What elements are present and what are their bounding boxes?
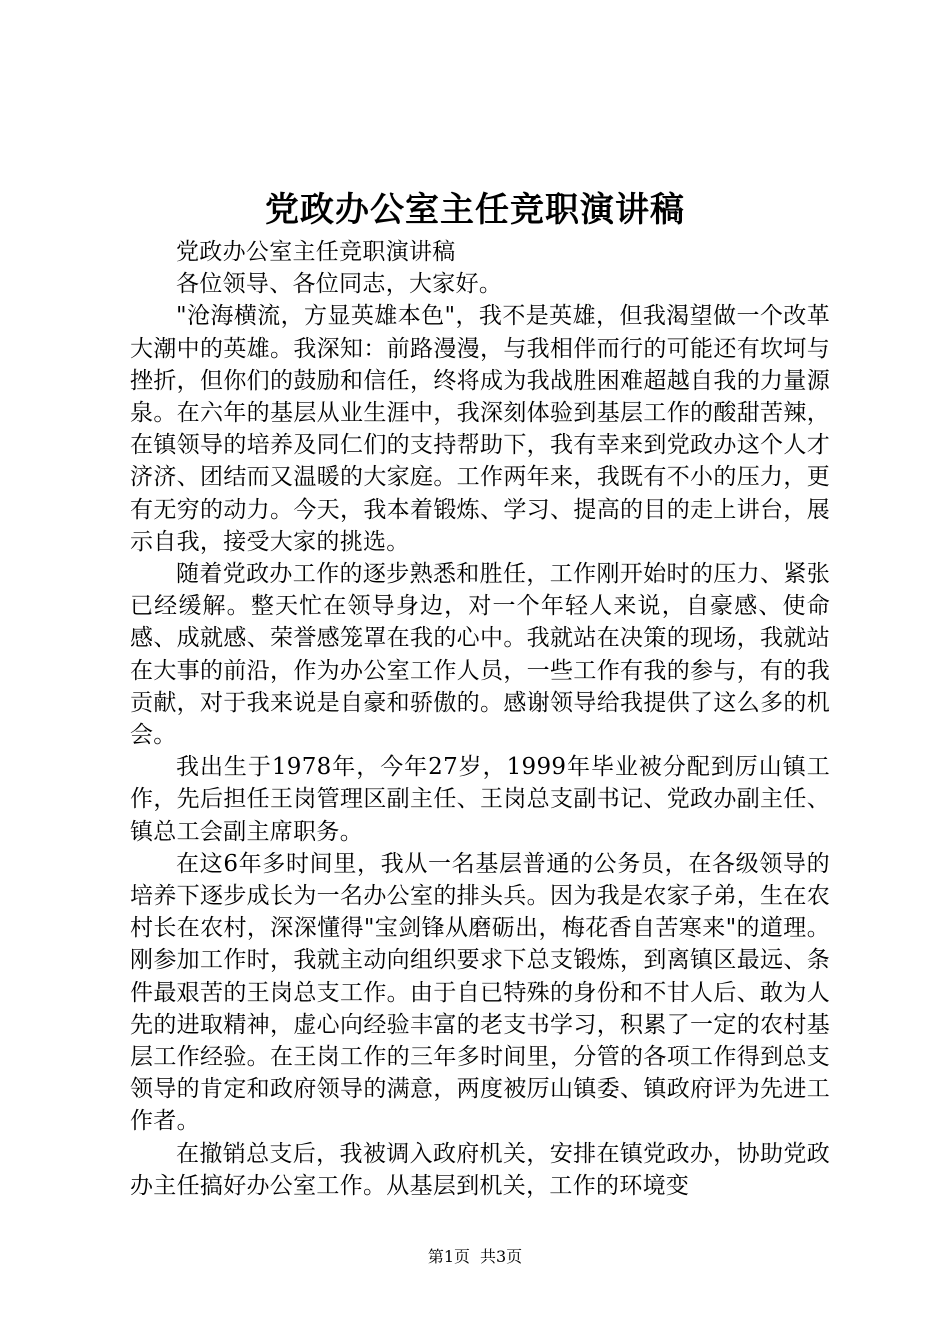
document-title: 党政办公室主任竞职演讲稿 (265, 190, 685, 230)
paragraph-background: 我出生于1978年，今年27岁，1999年毕业被分配到厉山镇工作，先后担任王岗管理区副主任、王岗总支副书记、党政办副主任、镇总工会副主席职务。 (130, 754, 830, 845)
document-body (130, 236, 830, 1202)
page-number: 第1页 (427, 1247, 470, 1266)
page-total: 共3页 (480, 1247, 523, 1266)
paragraph-experience: 随着党政办工作的逐步熟悉和胜任，工作刚开始时的压力、紧张已经缓解。整天忙在领导身边，对一个年轻人来说，自豪感、使命感、成就感、荣誉感笼罩在我的心中。我就站在决策的现场，我就站在大事的前沿，作为办公室工作人员，一些工作有我的参与，有的我贡献，对于我来说是自豪和骄傲的。感谢领导给我提供了这么多的机会。 (130, 561, 830, 749)
paragraph-growth: 在这6年多时间里，我从一名基层普通的公务员，在各级领导的培养下逐步成长为一名办公室的排头兵。因为我是农家子弟，生在农村长在农村，深深懂得"宝剑锋从磨砺出，梅花香自苦寒来"的道理。刚参加工作时，我就主动向组织要求下总支锻炼，到离镇区最远、条件最艰苦的王岗总支工作。由于自已特殊的身份和不甘人后、敢为人先的进取精神，虚心向经验丰富的老支书学习，积累了一定的农村基层工作经验。在王岗工作的三年多时间里，分管的各项工作得到总支领导的肯定和政府领导的满意，两度被厉山镇委、镇政府评为先进工作者。 (130, 850, 830, 1135)
paragraph-greeting: 各位领导、各位同志，大家好。 (176, 271, 503, 298)
paragraph-transfer: 在撤销总支后，我被调入政府机关，安排在镇党政办，协助党政办主任搞好办公室工作。从基层到机关，工作的环境变 (130, 1140, 830, 1199)
paragraph-intro: "沧海横流，方显英雄本色"，我不是英雄，但我渴望做一个改革大潮中的英雄。我深知：前路漫漫，与我相伴而行的可能还有坎坷与挫折，但你们的鼓励和信任，终将成为我战胜困难超越自我的力量源泉。在六年的基层从业生涯中，我深刻体验到基层工作的酸甜苦辣，在镇领导的培养及同仁们的支持帮助下，我有幸来到党政办这个人才济济、团结而又温暖的大家庭。工作两年来，我既有不小的压力，更有无穷的动力。今天，我本着锻炼、学习、提高的目的走上讲台，展示自我，接受大家的挑选。 (130, 303, 830, 555)
page-footer (0, 1246, 950, 1268)
paragraph-subtitle: 党政办公室主任竞职演讲稿 (176, 239, 456, 265)
